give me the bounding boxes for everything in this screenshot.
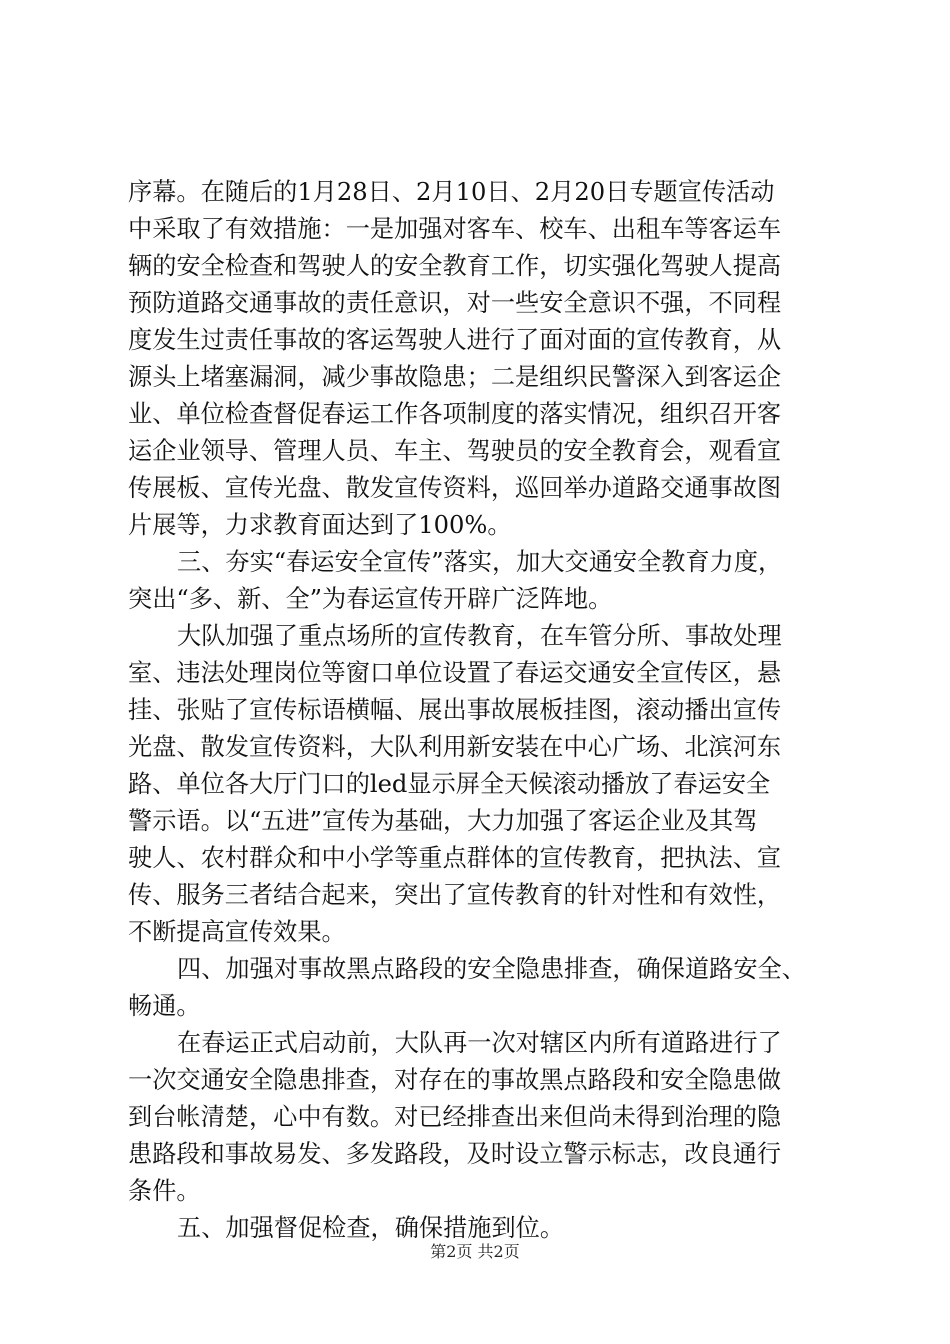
text-line: 度发生过责任事故的客运驾驶人进行了面对面的宣传教育，从 [128, 326, 782, 354]
text-line: 中采取了有效措施：一是加强对客车、校车、出租车等客运车 [128, 215, 782, 243]
section-heading-line: 三、夯实“春运安全宣传”落实，加大交通安全教育力度， [177, 548, 783, 576]
text-line: 大队加强了重点场所的宣传教育，在车管分所、事故处理 [177, 622, 782, 650]
section-heading-line: 四、加强对事故黑点路段的安全隐患排查，确保道路安全、 [177, 955, 806, 983]
text-line: 运企业领导、管理人员、车主、驾驶员的安全教育会，观看宣 [128, 437, 782, 465]
text-line: 到台帐清楚，心中有数。对已经排查出来但尚未得到治理的隐 [128, 1103, 782, 1131]
text-line: 警示语。以“五进”宣传为基础，大力加强了客运企业及其驾 [128, 807, 758, 835]
text-line: 一次交通安全隐患排查，对存在的事故黑点路段和安全隐患做 [128, 1066, 782, 1094]
text-line: 不断提高宣传效果。 [128, 918, 346, 946]
section-heading-line: 畅通。 [128, 992, 201, 1020]
text-line: 驶人、农村群众和中小学等重点群体的宣传教育，把执法、宣 [128, 844, 782, 872]
text-line: 片展等，力求教育面达到了100%。 [128, 511, 512, 539]
text-line: 光盘、散发宣传资料，大队利用新安装在中心广场、北滨河东 [128, 733, 782, 761]
text-line: 源头上堵塞漏洞，减少事故隐患；二是组织民警深入到客运企 [128, 363, 782, 391]
text-line: 挂、张贴了宣传标语横幅、展出事故展板挂图，滚动播出宣传 [128, 696, 782, 724]
section-heading-line: 突出“多、新、全”为春运宣传开辟广泛阵地。 [128, 585, 613, 613]
section-heading-line: 五、加强督促检查，确保措施到位。 [177, 1214, 565, 1242]
text-line: 在春运正式启动前，大队再一次对辖区内所有道路进行了 [177, 1029, 782, 1057]
text-line: 预防道路交通事故的责任意识，对一些安全意识不强，不同程 [128, 289, 782, 317]
text-line: 路、单位各大厅门口的led显示屏全天候滚动播放了春运安全 [128, 770, 771, 798]
text-line: 室、违法处理岗位等窗口单位设置了春运交通安全宣传区，悬 [128, 659, 782, 687]
text-line: 辆的安全检查和驾驶人的安全教育工作，切实强化驾驶人提高 [128, 252, 782, 280]
text-line: 序幕。在随后的1月28日、2月10日、2月20日专题宣传活动 [128, 178, 775, 206]
text-line: 患路段和事故易发、多发路段，及时设立警示标志，改良通行 [128, 1140, 782, 1168]
text-line: 传展板、宣传光盘、散发宣传资料，巡回举办道路交通事故图 [128, 474, 782, 502]
text-line: 条件。 [128, 1177, 201, 1205]
text-line: 传、服务三者结合起来，突出了宣传教育的针对性和有效性， [128, 881, 782, 909]
text-line: 业、单位检查督促春运工作各项制度的落实情况，组织召开客 [128, 400, 782, 428]
page-number-footer: 第2页 共2页 [430, 1242, 520, 1261]
